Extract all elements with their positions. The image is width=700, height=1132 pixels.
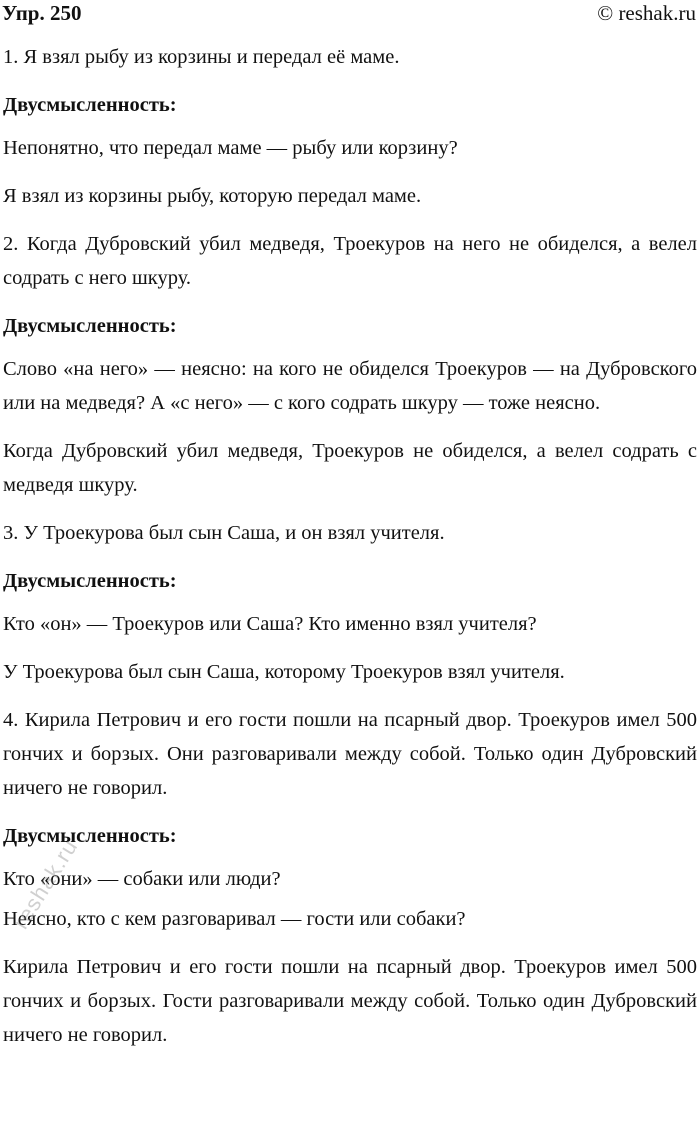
ambiguity-explanation-3: Кто «он» — Троекуров или Саша? Кто именно взял учителя? xyxy=(3,613,537,635)
sentence-3: 3. У Троекурова был сын Саша, и он взял учителя. xyxy=(3,522,445,544)
ambiguity-label-3: Двусмысленность: xyxy=(3,570,177,592)
corrected-sentence-1: Я взял из корзины рыбу, которую передал маме. xyxy=(3,185,422,207)
watermark: reshak.ru xyxy=(8,834,83,934)
sentence-1: 1. Я взял рыбу из корзины и передал её маме. xyxy=(3,46,400,68)
sentence-2: 2. Когда Дубровский убил медведя, Троекуров на него не обиделся, а велел содрать с него шкуру. xyxy=(3,233,697,289)
exercise-title: Упр. 250 xyxy=(2,1,82,25)
sentence-4: 4. Кирила Петрович и его гости пошли на псарный двор. Троекуров имел 500 гончих и борзых. Они разговаривали между собой. Только один Дубровский ничего не говорил. xyxy=(3,709,697,799)
ambiguity-label-2: Двусмысленность: xyxy=(3,315,177,337)
site-credit[interactable]: © reshak.ru xyxy=(597,1,696,25)
ambiguity-label-1: Двусмысленность: xyxy=(3,94,177,116)
ambiguity-explanation-1: Непонятно, что передал маме — рыбу или корзину? xyxy=(3,137,458,159)
ambiguity-explanation-2: Слово «на него» — неясно: на кого не обиделся Троекуров — на Дубровского или на медведя? А «с него» — с кого содрать шкуру — тоже неясно. xyxy=(3,358,697,414)
ambiguity-label-4: Двусмысленность: xyxy=(3,825,177,847)
ambiguity-explanation-4a: Кто «они» — собаки или люди? xyxy=(3,868,281,890)
corrected-sentence-2: Когда Дубровский убил медведя, Троекуров не обиделся, а велел содрать с медведя шкуру. xyxy=(3,440,697,496)
exercise-content xyxy=(3,40,697,1066)
corrected-sentence-4: Кирила Петрович и его гости пошли на псарный двор. Троекуров имел 500 гончих и борзых. Гости разговаривали между собой. Только один Дубровский ничего не говорил. xyxy=(3,956,697,1046)
corrected-sentence-3: У Троекурова был сын Саша, которому Троекуров взял учителя. xyxy=(3,661,565,683)
ambiguity-explanation-4b: Неясно, кто с кем разговаривал — гости или собаки? xyxy=(3,908,466,930)
page-header xyxy=(0,0,700,28)
